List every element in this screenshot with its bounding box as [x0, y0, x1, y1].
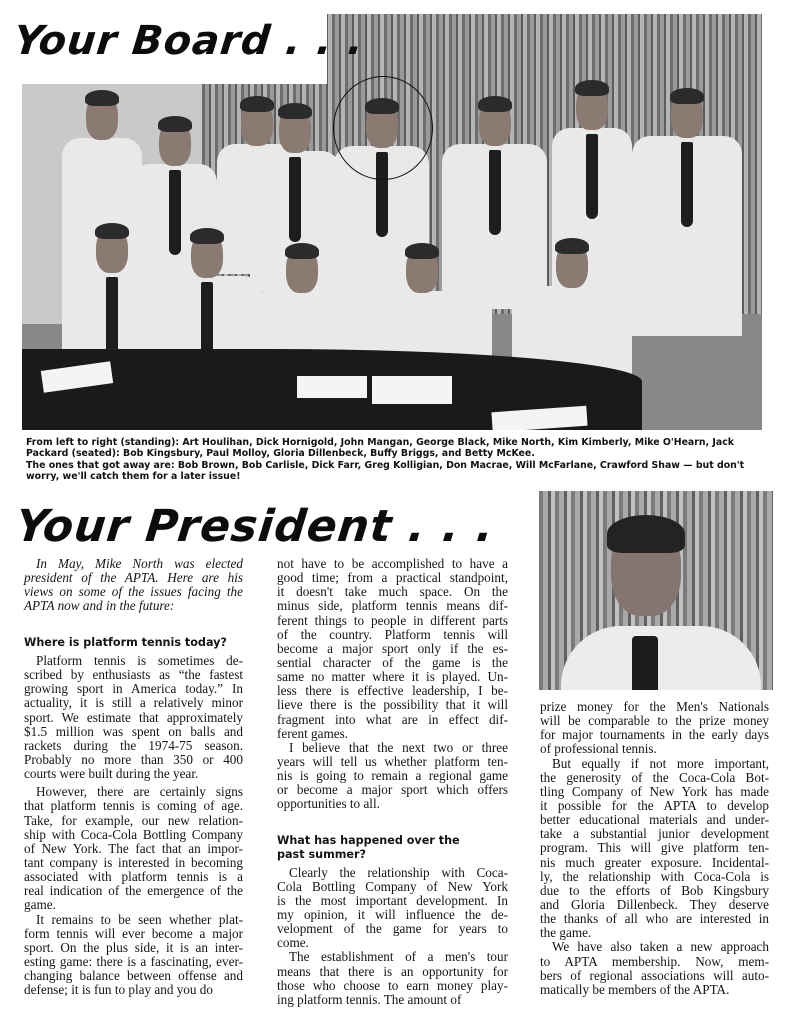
- text-line: it doesn't take much space. On the: [277, 584, 508, 600]
- subheading-line: What has happened over the: [277, 833, 460, 847]
- figure-tie: [681, 142, 693, 227]
- text-line: However, there are certainly signs: [36, 784, 243, 800]
- text-line: lieve there is the possibility that it will: [277, 697, 508, 713]
- text-line: those who choose to earn money play-: [277, 977, 508, 993]
- text-line: ferent things to people in different parts: [277, 612, 508, 628]
- text-line: ferent games.: [277, 725, 349, 741]
- photo-paper: [372, 376, 452, 404]
- article-column-2: [277, 557, 508, 1007]
- text-line: will be comparable to the prize money: [540, 713, 769, 729]
- figure-tie: [289, 157, 301, 242]
- president-portrait-photo: [539, 491, 773, 690]
- figure-hair: [240, 96, 274, 112]
- figure-hair: [95, 223, 129, 239]
- figure-hair: [85, 90, 119, 106]
- highlight-circle: [333, 76, 433, 180]
- text-line: sport. We estimate that approximately: [24, 709, 243, 725]
- text-line: that platform tennis is coming of age.: [24, 798, 243, 814]
- text-line: and Gloria Dillenbeck. They deserve: [540, 896, 769, 912]
- text-line: same no matter where it is played. Un-: [277, 669, 508, 685]
- text-line: better educational materials and under-: [540, 812, 769, 828]
- text-line: or become a major sport which offers: [277, 782, 508, 798]
- text-line: sential character of the game is the: [277, 654, 508, 670]
- text-line: of the country. Platform tennis will: [277, 626, 508, 642]
- text-line: for major tournaments in the early days: [540, 727, 769, 743]
- figure-hair: [555, 238, 589, 254]
- text-line: good time; from a practical standpoint,: [277, 570, 508, 586]
- text-line: the generosity of the Coca-Cola Bot-: [540, 769, 769, 785]
- text-line: the game.: [540, 925, 592, 941]
- caption-line: The ones that got away are: Bob Brown, Bob Carlisle, Dick Farr, Greg Kolligian, Don Macrae, Will McFarlane, Crawford Shaw — but don't: [26, 459, 745, 471]
- text-line: of New York. The fact that an impor-: [24, 840, 243, 856]
- text-line: form tennis will ever become a major: [24, 925, 243, 941]
- text-line: associated with platform tennis is a: [24, 869, 243, 885]
- text-line: become a major sport only if the es-: [277, 640, 508, 656]
- text-line: defense; it is fun to play and you do: [24, 982, 213, 998]
- text-line: We have also taken a new approach: [552, 939, 769, 955]
- text-line: tling Company of New York has made: [540, 783, 769, 799]
- text-line: ly, the relationship with Coca-Cola is: [540, 868, 769, 884]
- figure-hair: [575, 80, 609, 96]
- article-intro: [24, 557, 243, 614]
- board-group-photo: [22, 14, 762, 430]
- text-line: ing platform tennis. The amount of: [277, 991, 462, 1007]
- portrait-hair: [607, 515, 685, 553]
- text-line: Cola Bottling Company of New York: [277, 878, 508, 894]
- text-line: velopment of the game for years to: [277, 921, 508, 937]
- text-line: come.: [277, 935, 309, 951]
- figure-hair: [278, 103, 312, 119]
- caption-line: From left to right (standing): Art Houlihan, Dick Hornigold, John Mangan, George Black, Mike North, Kim Kimberly, Mike O'Hearn, Jack: [26, 437, 734, 448]
- photo-caption: [26, 437, 766, 482]
- text-line: In May, Mike North was elected: [36, 556, 243, 571]
- subheading-past-summer: [277, 834, 508, 863]
- portrait-shirt: [561, 626, 761, 690]
- figure-hair: [405, 243, 439, 259]
- column-2-body-a: [277, 557, 508, 812]
- text-line: less there is effective leadership, I be-: [277, 683, 508, 699]
- figure-hair: [285, 243, 319, 259]
- text-line: bers of regional associations will auto-: [540, 967, 769, 983]
- text-line: program. This will give platform ten-: [540, 840, 769, 856]
- text-line: of professional tennis.: [540, 741, 657, 757]
- text-line: president of the APTA. Here are his: [24, 570, 243, 586]
- text-line: I believe that the next two or three: [289, 739, 508, 755]
- text-line: prize money for the Men's Nationals: [540, 699, 769, 714]
- text-line: tant company is interested in becoming: [24, 855, 243, 871]
- text-line: growing sport in America today.” In: [24, 681, 243, 697]
- text-line: scribed by enthusiasts as “the fastest: [24, 667, 243, 683]
- text-line: courts were built during the year.: [24, 766, 199, 782]
- text-line: real indication of the emergence of the: [24, 883, 243, 899]
- figure-tie: [586, 134, 598, 219]
- text-line: Probably no more than 350 or 400: [24, 752, 243, 768]
- text-line: matically be members of the APTA.: [540, 981, 730, 997]
- caption-line: worry, we'll catch them for a later issue!: [26, 470, 241, 482]
- text-line: Platform tennis is sometimes de-: [36, 653, 243, 669]
- text-line: take a substantial junior development: [540, 826, 769, 842]
- text-line: The establishment of a men's tour: [289, 949, 508, 965]
- text-line: is the most important development. In: [277, 892, 508, 908]
- text-line: minus side, platform tennis means dif-: [277, 598, 508, 614]
- text-line: due to the efforts of Bob Kingsbury: [540, 882, 769, 898]
- text-line: actuality, it is still a relatively minor: [24, 695, 243, 711]
- figure-tie: [489, 150, 501, 235]
- text-line: Clearly the relationship with Coca-: [289, 864, 508, 880]
- text-line: APTA now and in the future:: [24, 598, 175, 614]
- column-3-body: [540, 700, 769, 997]
- text-line: It remains to be seen whether plat-: [36, 911, 243, 927]
- text-line: nis much greater exposure. Incidental-: [540, 854, 769, 870]
- text-line: Take, for example, our new relation-: [24, 812, 243, 828]
- text-line: $1.5 million was spent on balls and: [24, 723, 243, 739]
- text-line: views on some of the issues facing the: [24, 584, 243, 600]
- text-line: sport. On the plus side, it is an inter-: [24, 939, 243, 955]
- article-column-1: [24, 557, 243, 997]
- text-line: nis is going to remain a regional game: [277, 768, 508, 784]
- figure-tie: [169, 170, 181, 255]
- text-line: ship with Coca-Cola Bottling Company: [24, 826, 243, 842]
- text-line: the thanks of all who are interested in: [540, 911, 769, 927]
- text-line: rackets during the 1974-75 season.: [24, 737, 243, 753]
- text-line: fragment into what are in effect dif-: [277, 711, 508, 727]
- text-line: opportunities to all.: [277, 796, 380, 812]
- your-board-heading: Your Board . . .: [11, 18, 367, 64]
- text-line: changing balance between offense and: [24, 968, 243, 984]
- text-line: means that there is an opportunity for: [277, 963, 508, 979]
- text-line: But equally if not more important,: [552, 755, 769, 771]
- column-2-body-b: [277, 866, 508, 1007]
- portrait-tie: [632, 636, 658, 690]
- subheading-line: past summer?: [277, 848, 366, 862]
- figure-hair: [158, 116, 192, 132]
- figure-hair: [478, 96, 512, 112]
- your-president-heading: Your President . . .: [13, 501, 497, 552]
- text-line: game.: [24, 897, 56, 913]
- text-line: it possible for the APTA to develop: [540, 797, 769, 813]
- subheading-platform-tennis-today: Where is platform tennis today?: [24, 635, 227, 649]
- text-line: my opinion, it will influence the de-: [277, 906, 508, 922]
- article-column-3: [540, 700, 769, 997]
- figure-hair: [190, 228, 224, 244]
- column-1-body: [24, 654, 243, 997]
- text-line: to APTA membership. Now, mem-: [540, 953, 769, 969]
- text-line: not have to be accomplished to have a: [277, 556, 508, 571]
- text-line: years will tell us whether platform ten-: [277, 753, 508, 769]
- photo-paper: [297, 376, 367, 398]
- text-line: esting game: there is a fascinating, ever-: [24, 954, 243, 970]
- figure-hair: [670, 88, 704, 104]
- caption-line: Packard (seated): Bob Kingsbury, Paul Molloy, Gloria Dillenbeck, Buffy Briggs, and Betty McKee.: [26, 448, 535, 460]
